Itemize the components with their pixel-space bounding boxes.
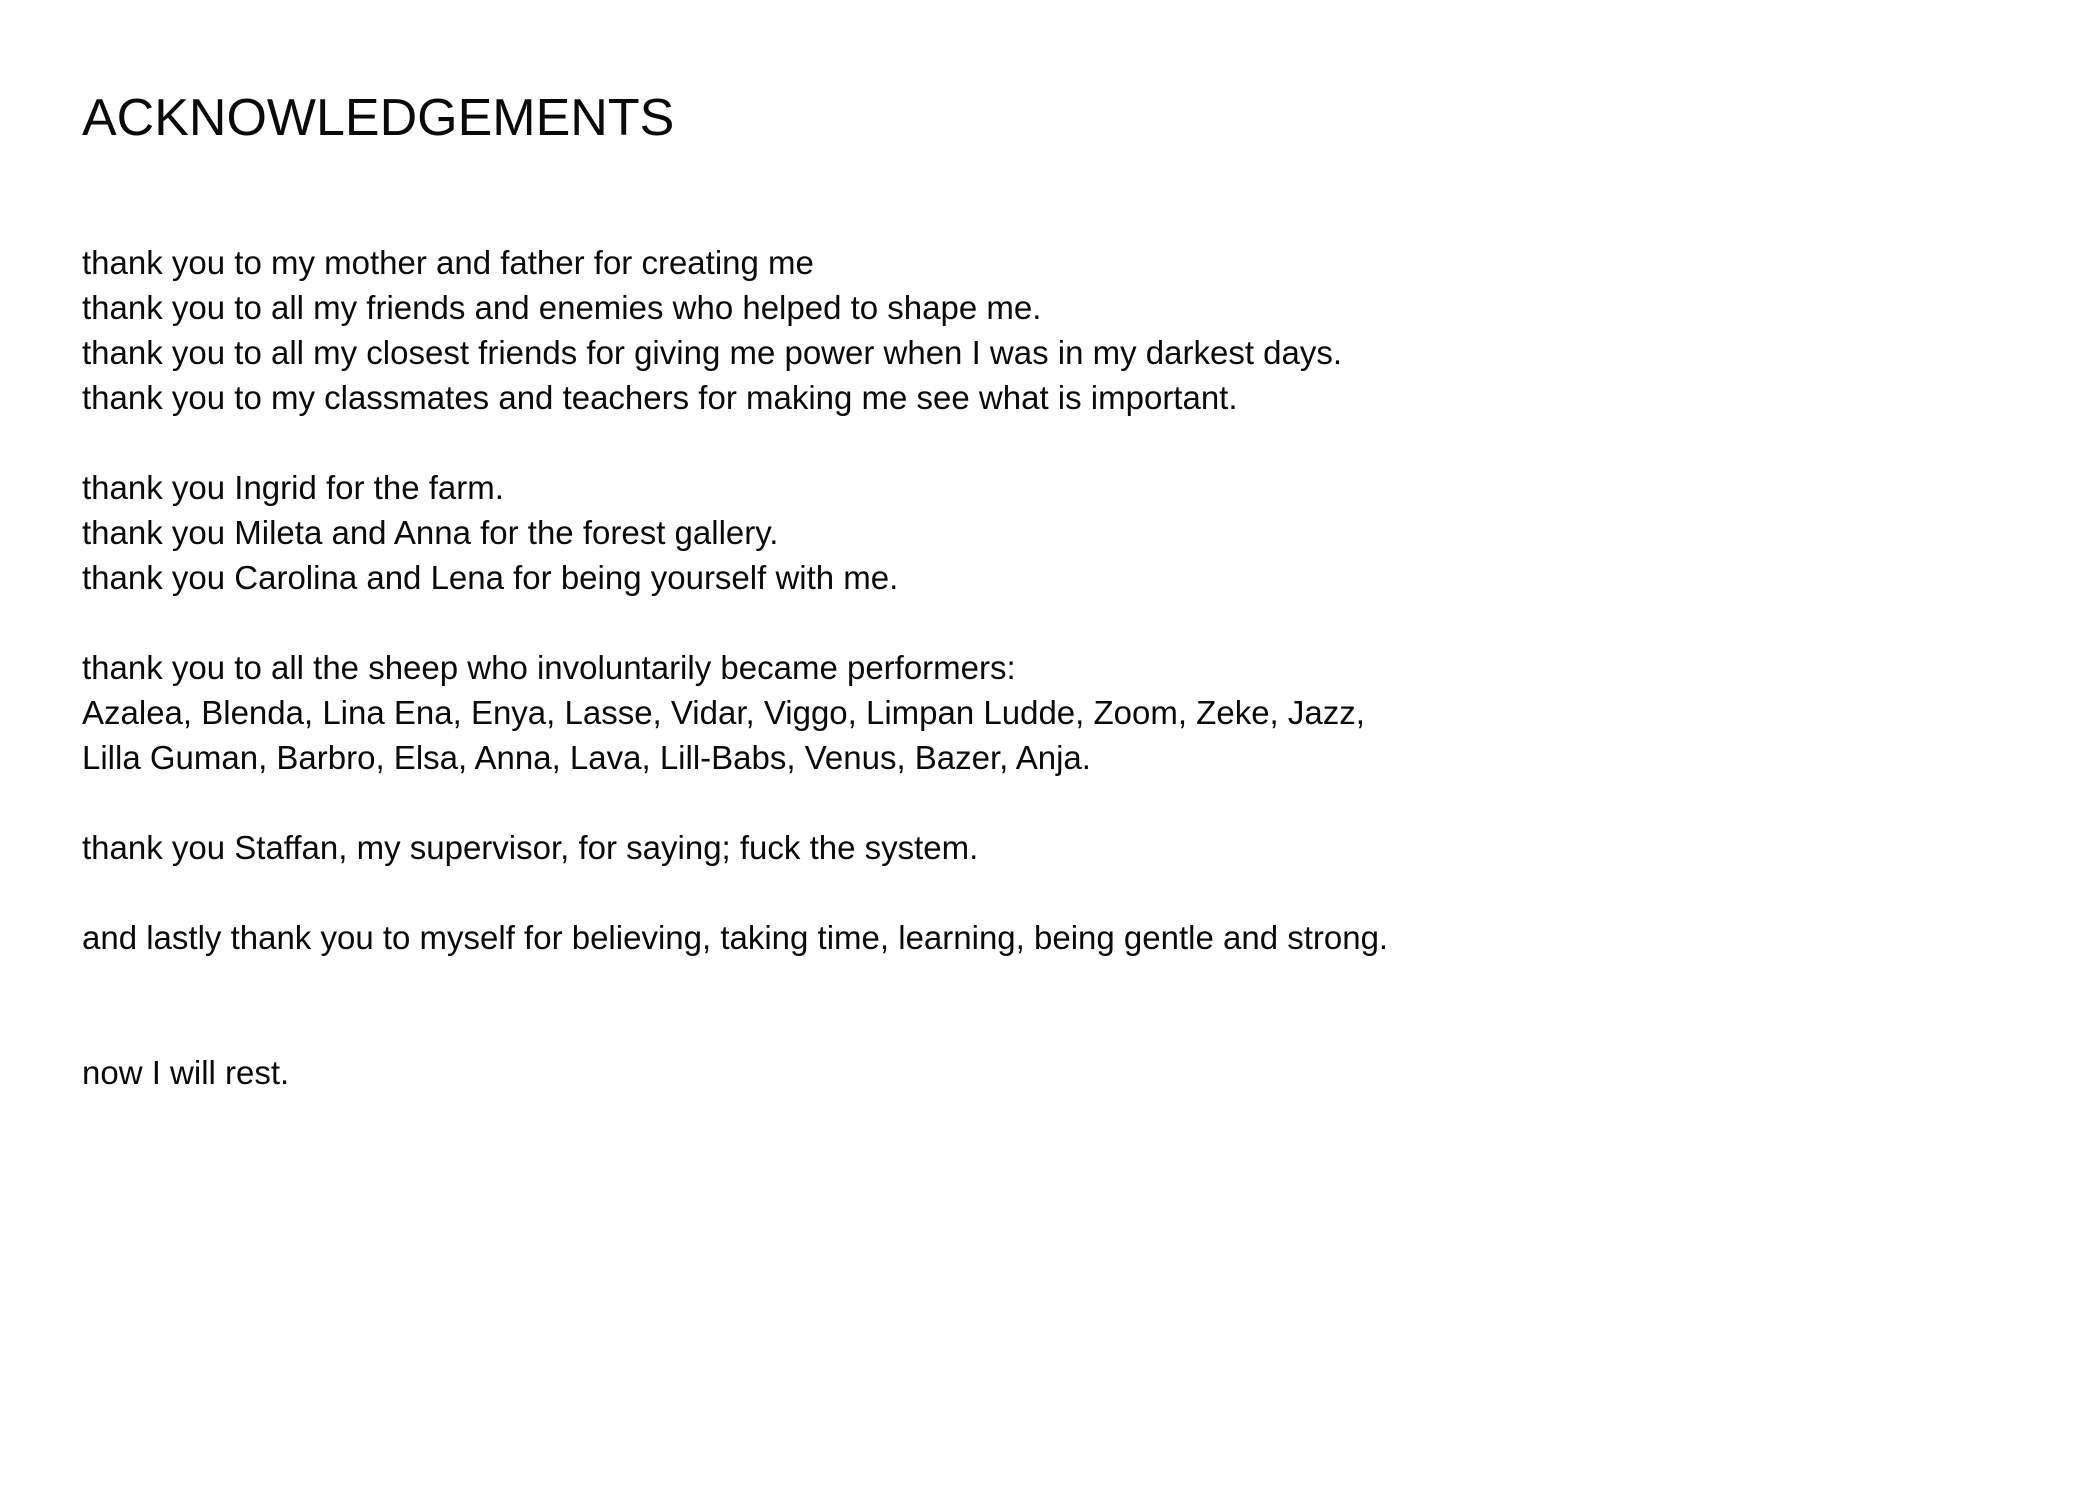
paragraph-line: thank you Mileta and Anna for the forest gallery. [82,514,779,551]
paragraph-line: thank you to my mother and father for creating me [82,244,814,281]
paragraph [82,1050,2017,1095]
paragraph [82,915,2017,960]
paragraph-line: now I will rest. [82,1054,290,1091]
paragraph [82,825,2017,870]
paragraph-line: thank you Carolina and Lena for being yourself with me. [82,559,899,596]
paragraph-line: Azalea, Blenda, Lina Ena, Enya, Lasse, Vidar, Viggo, Limpan Ludde, Zoom, Zeke, Jazz, [82,694,1365,731]
paragraph [82,465,2017,600]
paragraph-line: Lilla Guman, Barbro, Elsa, Anna, Lava, Lill-Babs, Venus, Bazer, Anja. [82,739,1091,776]
paragraph-line: thank you Ingrid for the farm. [82,469,504,506]
page-title: ACKNOWLEDGEMENTS [82,89,675,147]
paragraph [82,645,2017,780]
paragraph-line: thank you Staffan, my supervisor, for saying; fuck the system. [82,829,979,866]
paragraph-line: thank you to all my friends and enemies who helped to shape me. [82,289,1042,326]
body-text [82,240,2017,1095]
paragraph-line: thank you to all my closest friends for giving me power when I was in my darkest days. [82,334,1343,371]
paragraph-line: thank you to my classmates and teachers for making me see what is important. [82,379,1238,416]
paragraph-line: thank you to all the sheep who involuntarily became performers: [82,649,1016,686]
paragraph [82,240,2017,420]
paragraph-line: and lastly thank you to myself for believing, taking time, learning, being gentle and strong. [82,919,1389,956]
